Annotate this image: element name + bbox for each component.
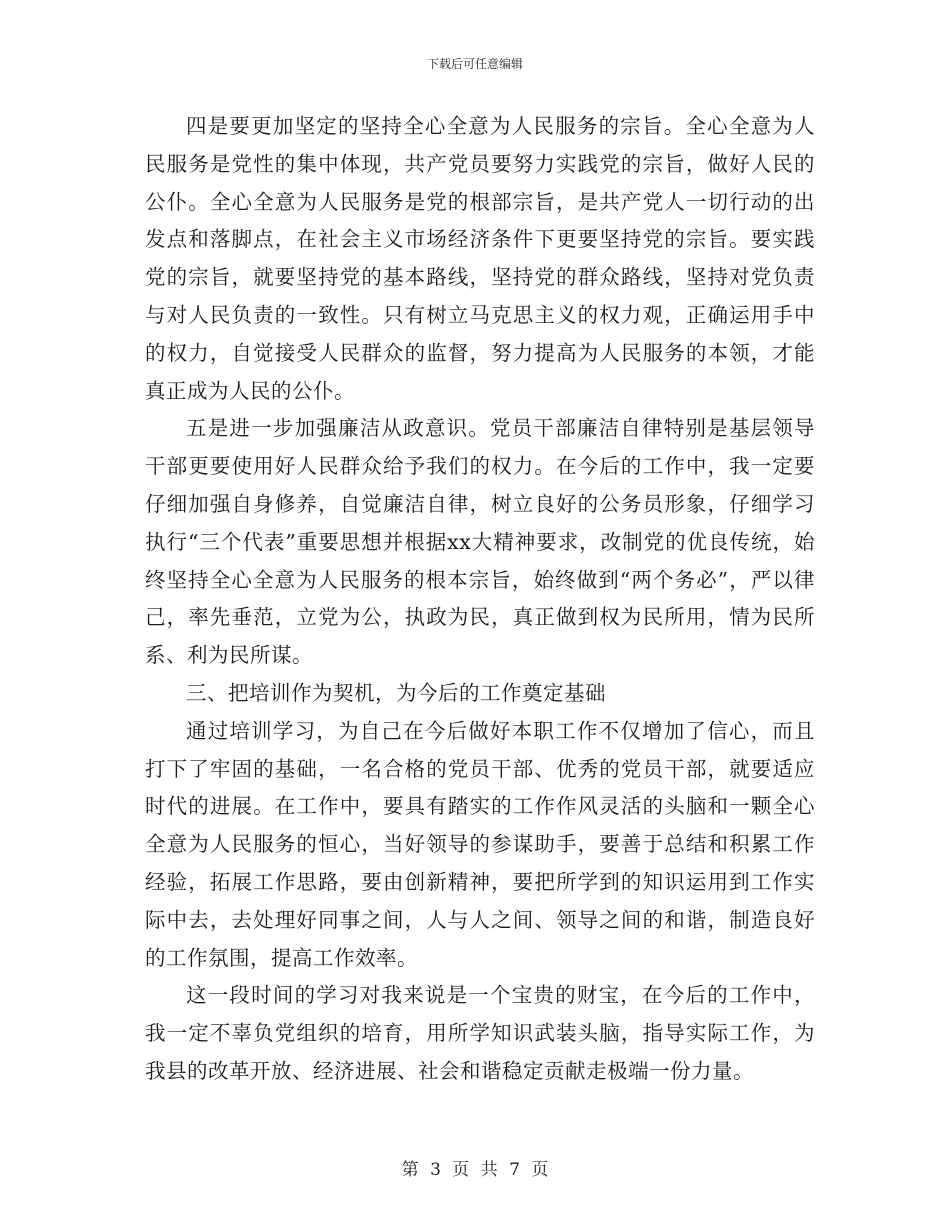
paragraph-training: 通过培训学习，为自己在今后做好本职工作不仅增加了信心，而且打下了牢固的基础，一名合格的党员干部、优秀的党员干部，就要适应时代的进展。在工作中，要具有踏实的工作作风灵活的头脑和一颗全心全意为人民服务的恒心，当好领导的参谋助手，要善于总结和积累工作经验，拓展工作思路，要由创新精神，要把所学到的知识运用到工作实际中去，去处理好同事之间，人与人之间、领导之间的和谐，制造良好的工作氛围，提高工作效率。 (145, 718, 815, 970)
document-body (145, 108, 815, 1091)
paragraph-point-four: 四是要更加坚定的坚持全心全意为人民服务的宗旨。全心全意为人民服务是党性的集中体现，共产党员要努力实践党的宗旨，做好人民的公仆。全心全意为人民服务是党的根部宗旨，是共产党人一切行动的出发点和落脚点，在社会主义市场经济条件下更要坚持党的宗旨。要实践党的宗旨，就要坚持党的基本路线，坚持党的群众路线，坚持对党负责与对人民负责的一致性。只有树立马克思主义的权力观，正确运用手中的权力，自觉接受人民群众的监督，努力提高为人民服务的本领，才能真正成为人民的公仆。 (145, 114, 815, 403)
paragraph-conclusion: 这一段时间的学习对我来说是一个宝贵的财宝，在今后的工作中，我一定不辜负党组织的培育，用所学知识武装头脑，指导实际工作，为我县的改革开放、经济进展、社会和谐稳定贡献走极端一份力量。 (145, 983, 815, 1083)
paragraph-point-five: 五是进一步加强廉洁从政意识。党员干部廉洁自律特别是基层领导干部更要使用好人民群众给予我们的权力。在今后的工作中，我一定要仔细加强自身修养，自觉廉洁自律，树立良好的公务员形象，仔细学习执行“三个代表”重要思想并根据xx大精神要求，改制党的优良传统，始终坚持全心全意为人民服务的根本宗旨，始终做到“两个务必”，严以律己，率先垂范，立党为公，执政为民，真正做到权为民所用，情为民所系、利为民所谋。 (145, 416, 815, 668)
section-heading-three: 三、把培训作为契机，为今后的工作奠定基础 (186, 680, 606, 705)
page-number-footer: 第 3 页 共 7 页 (401, 1160, 549, 1180)
page-header: 下载后可任意编辑 (426, 57, 523, 71)
